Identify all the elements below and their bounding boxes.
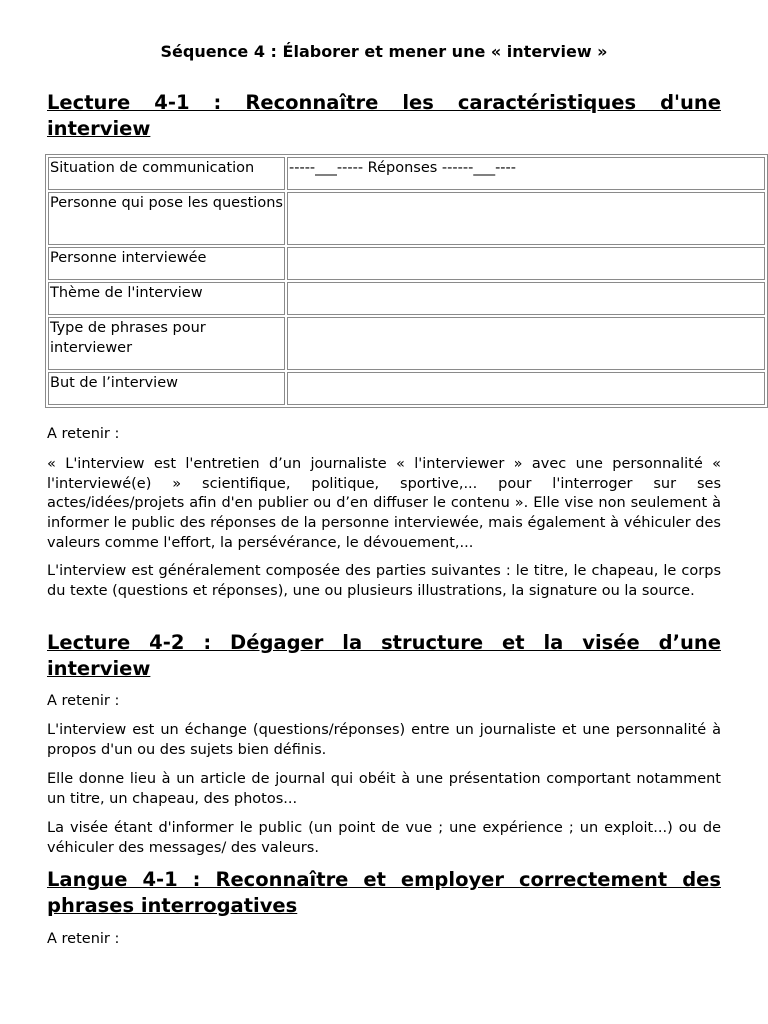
document-title: Séquence 4 : Élaborer et mener une « interview » (160, 42, 608, 61)
section3-heading: Langue 4-1 : Reconnaître et employer correctement des phrases interrogatives (47, 868, 721, 917)
paragraph-interview-definition: « L'interview est l'entretien d’un journaliste « l'interviewer » avec une personnalité « l'interviewé(e) » scientifique, politique, sportive,... pour l'interroger sur ses actes/idées/projets afin d'en publier ou d’en diffuser le contenu ». Elle vise non seulement à informer le public des réponses de la personne interviewée, mais également à véhiculer des valeurs comme l'effort, la persévérance, le dévouement,... (47, 456, 721, 551)
section2-heading: Lecture 4-2 : Dégager la structure et la visée d’une interview (47, 631, 721, 680)
retain-label: A retenir : (47, 931, 120, 947)
table-row (48, 317, 765, 370)
table-row (48, 372, 765, 405)
section1-heading: Lecture 4-1 : Reconnaître les caractéristiques d'une interview (47, 91, 721, 140)
table-row-label: But de l’interview (48, 372, 285, 405)
table-row-label: Type de phrases pour interviewer (48, 317, 285, 370)
retain-label: A retenir : (47, 693, 120, 709)
table-row-label: Personne qui pose les questions (48, 192, 285, 245)
paragraph-interview-exchange: L'interview est un échange (questions/réponses) entre un journaliste et une personnalité à propos d'un ou des sujets bien définis. (47, 722, 721, 758)
table-row (48, 282, 765, 315)
table-row-label: Personne interviewée (48, 247, 285, 280)
table-row-answer-cell[interactable] (287, 317, 765, 370)
table-row (48, 247, 765, 280)
retain-label: A retenir : (47, 426, 120, 442)
table-header-row (48, 157, 765, 190)
table-row (48, 192, 765, 245)
table-row-answer-cell[interactable] (287, 247, 765, 280)
paragraph-interview-aim: La visée étant d'informer le public (un point de vue ; une expérience ; un exploit...) ou de véhiculer des messages/ des valeurs. (47, 820, 721, 856)
paragraph-interview-article: Elle donne lieu à un article de journal qui obéit à une présentation comportant notamment un titre, un chapeau, des photos... (47, 771, 721, 807)
table-row-answer-cell[interactable] (287, 282, 765, 315)
table-row-answer-cell[interactable] (287, 372, 765, 405)
table-header-cell-situation: Situation de communication (48, 157, 285, 190)
table-header-cell-responses: -----___----- Réponses ------___---- (287, 157, 765, 190)
table-row-answer-cell[interactable] (287, 192, 765, 245)
paragraph-interview-parts: L'interview est généralement composée des parties suivantes : le titre, le chapeau, le corps du texte (questions et réponses), une ou plusieurs illustrations, la signature ou la source. (47, 563, 721, 599)
characteristics-table (45, 154, 768, 408)
table-row-label: Thème de l'interview (48, 282, 285, 315)
